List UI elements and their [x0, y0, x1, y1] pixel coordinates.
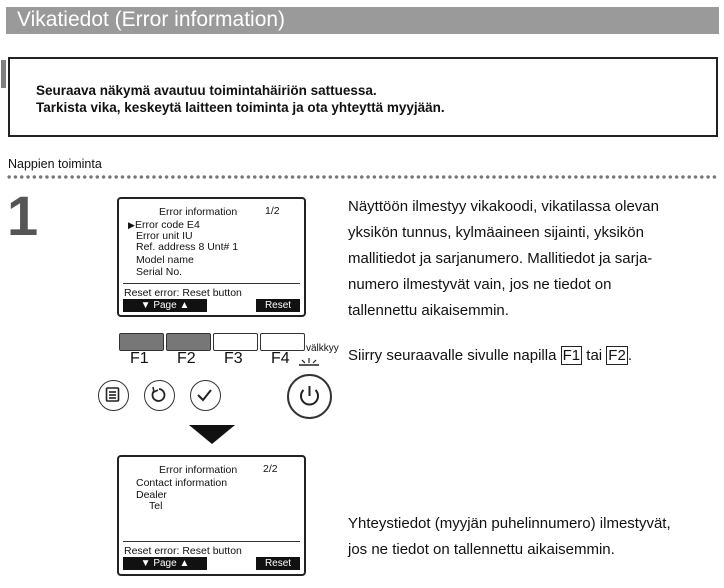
f1-reference: F1	[562, 347, 581, 364]
header-band	[6, 7, 719, 34]
screen-page-indicator: 2/2	[263, 463, 278, 475]
f4-key[interactable]	[260, 333, 305, 351]
lcd-screen-page-2	[117, 455, 306, 576]
blink-lamp-icon	[297, 357, 321, 367]
return-button[interactable]	[144, 380, 175, 411]
warning-box	[8, 57, 718, 137]
description-paragraph-2	[348, 343, 632, 369]
screen-divider	[123, 541, 300, 542]
power-icon	[289, 376, 330, 417]
soft-key-bar	[123, 557, 300, 570]
blink-label: välkkyy	[306, 343, 339, 354]
lcd-screen-page-1	[117, 197, 306, 317]
f4-label: F4	[271, 350, 290, 367]
contact-info-line: Contact information	[136, 477, 228, 489]
error-unit-line: Error unit IU	[136, 230, 193, 242]
reset-soft-key[interactable]: Reset	[256, 299, 300, 312]
f2-reference: F2	[608, 347, 626, 364]
confirm-button[interactable]	[190, 380, 221, 411]
menu-icon	[99, 381, 126, 408]
error-code-line: Error code E4	[135, 219, 200, 231]
warning-side-bar	[1, 60, 6, 88]
f2-key[interactable]	[166, 333, 211, 351]
screen-title: Error information	[159, 464, 238, 476]
f3-label: F3	[224, 350, 243, 367]
reset-soft-key[interactable]: Reset	[256, 557, 300, 570]
page-soft-key[interactable]: ▼ Page ▲	[123, 299, 207, 312]
down-arrow-icon	[189, 425, 235, 444]
page-soft-key[interactable]: ▼ Page ▲	[123, 557, 207, 570]
warning-line-2: Tarkista vika, keskeytä laitteen toiminta ja ota yhteyttä myyjään.	[36, 100, 445, 115]
paragraph-line: yksikön tunnus, kylmäaineen sijainti, yksikön	[348, 224, 644, 241]
ref-address-line: Ref. address 8 Unt# 1	[136, 241, 239, 253]
reset-hint: Reset error: Reset button	[124, 545, 242, 557]
model-name-line: Model name	[136, 254, 194, 266]
serial-number-line: Serial No.	[136, 266, 183, 278]
description-paragraph-3	[348, 511, 671, 563]
screen-divider	[123, 283, 300, 284]
check-icon	[191, 381, 218, 408]
screen-title: Error information	[159, 206, 238, 218]
paragraph-line: Näyttöön ilmestyy vikakoodi, vikatilassa olevan	[348, 198, 659, 215]
menu-button[interactable]	[98, 380, 129, 411]
soft-key-bar	[123, 299, 300, 312]
f3-key[interactable]	[213, 333, 258, 351]
f2-label: F2	[177, 350, 196, 367]
step-number: 1	[7, 184, 39, 247]
f1-label: F1	[130, 350, 149, 367]
paragraph-text: .	[627, 347, 632, 364]
paragraph-text: Siirry seuraavalle sivulle napilla	[348, 347, 561, 364]
page-title: Vikatiedot (Error information)	[17, 8, 286, 31]
power-button[interactable]	[287, 374, 332, 419]
reset-hint: Reset error: Reset button	[124, 287, 242, 299]
warning-line-1: Seuraava näkymä avautuu toimintahäiriön sattuessa.	[36, 83, 377, 98]
paragraph-line: numero ilmestyvät vain, jos ne tiedot on	[348, 276, 612, 293]
screen-page-indicator: 1/2	[265, 205, 280, 217]
dealer-line: Dealer	[136, 489, 167, 501]
paragraph-line: tallennettu aikaisemmin.	[348, 302, 509, 319]
cursor-arrow-icon: ▶	[128, 220, 135, 230]
paragraph-line: jos ne tiedot on tallennettu aikaisemmin.	[348, 541, 615, 558]
paragraph-text: tai	[582, 347, 607, 364]
dotted-divider	[6, 173, 718, 181]
section-label: Nappien toiminta	[8, 157, 102, 171]
paragraph-line: mallitiedot ja sarjanumero. Mallitiedot ja sarja-	[348, 250, 653, 267]
return-icon	[145, 381, 172, 408]
description-paragraph-1	[348, 194, 659, 324]
f1-key[interactable]	[119, 333, 164, 351]
paragraph-line: Yhteystiedot (myyjän puhelinnumero) ilmestyvät,	[348, 515, 671, 532]
tel-line: Tel	[149, 500, 163, 512]
